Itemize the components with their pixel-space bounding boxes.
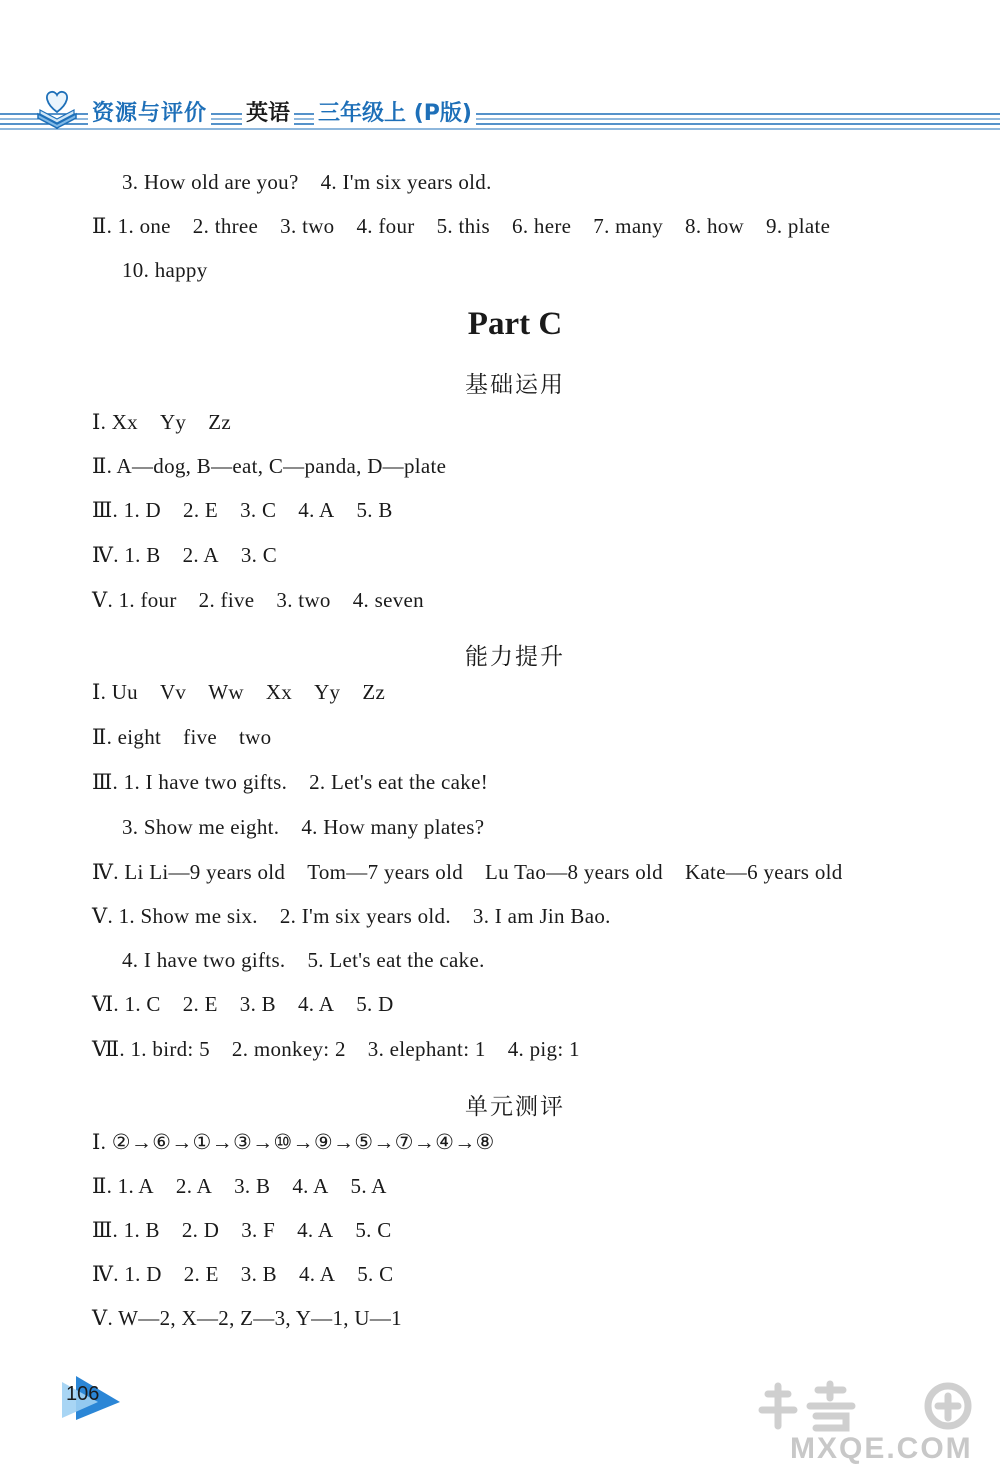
answer-item: Ⅰ. Xx (92, 410, 138, 434)
subject-title: 英语 (242, 96, 294, 127)
answer-item: Ⅲ. 1. B (92, 1218, 160, 1242)
answer-item: 4. A (299, 1262, 336, 1286)
answer-line (92, 1218, 414, 1243)
answer-line (92, 770, 510, 795)
answer-item: 4. A (292, 1174, 329, 1198)
answer-line (92, 860, 865, 885)
answer-item: 3. Show me eight. (122, 815, 280, 839)
answer-item: Ⅴ. 1. four (92, 588, 177, 612)
answer-line (92, 1037, 602, 1062)
answer-item: Ⅱ. 1. A (92, 1174, 154, 1198)
answer-item: two (239, 725, 272, 749)
answer-line (92, 992, 416, 1017)
answer-item: Ⅴ. W—2, X—2, Z—3, Y—1, U—1 (92, 1306, 402, 1330)
answer-item: Yy (159, 410, 187, 434)
answer-item: 2. E (182, 992, 218, 1016)
answer-item: Tom—7 years old (307, 860, 464, 884)
answer-item: 2. I'm six years old. (279, 904, 451, 928)
answer-line (92, 725, 293, 750)
answer-item: 8. how (685, 214, 745, 238)
part-title: Part C (467, 306, 563, 342)
answer-item: 5. B (356, 498, 393, 522)
answer-line (122, 815, 506, 840)
answer-item: Vv (159, 680, 187, 704)
answer-item: 2. D (181, 1218, 220, 1242)
answer-item: 4. pig: 1 (507, 1037, 580, 1061)
answer-item: 3. B (234, 1174, 271, 1198)
answer-item: Ⅱ. 1. one (92, 214, 171, 238)
answer-item: 3. C (240, 543, 278, 567)
answer-item: 5. A (350, 1174, 387, 1198)
answer-item: 4. A (297, 1218, 334, 1242)
answer-item: Ⅴ. 1. Show me six. (92, 904, 258, 928)
edition-label: (P版) (413, 101, 472, 126)
answer-item: 4. How many plates? (301, 815, 485, 839)
section-title: 基础运用 (465, 372, 565, 398)
answer-item: 3. I am Jin Bao. (472, 904, 611, 928)
answer-line (92, 410, 253, 435)
answer-item: 3. B (240, 1262, 277, 1286)
grade-label: 三年级上 (318, 101, 407, 126)
answer-item: Zz (362, 680, 386, 704)
answer-item: 5. this (436, 214, 491, 238)
answer-item: Lu Tao—8 years old (485, 860, 663, 884)
answer-item: 3. B (239, 992, 276, 1016)
answer-item: 2. A (175, 1174, 213, 1198)
answer-item: 4. I'm six years old. (320, 170, 492, 194)
answer-item: Ⅱ. eight (92, 725, 162, 749)
answer-item: Zz (208, 410, 231, 434)
answer-item: Ww (208, 680, 244, 704)
answer-line (92, 1174, 409, 1199)
answer-item: 3. two (280, 214, 335, 238)
answer-item: five (183, 725, 218, 749)
answer-line (92, 543, 299, 568)
book-heart-icon (32, 84, 82, 134)
answer-line (92, 1130, 517, 1155)
answer-item: Ⅵ. 1. C (92, 992, 161, 1016)
answer-line (122, 258, 230, 283)
answer-line (92, 904, 633, 929)
answer-item: 4. seven (352, 588, 424, 612)
answer-item: 3. two (276, 588, 331, 612)
answer-line (92, 1262, 415, 1287)
answer-line (122, 170, 514, 195)
answer-item: 2. five (198, 588, 255, 612)
answer-item: 4. A (297, 992, 335, 1016)
answer-line (92, 1306, 424, 1331)
answer-item: 5. Let's eat the cake. (307, 948, 485, 972)
answer-item: 3. elephant: 1 (367, 1037, 486, 1061)
answer-item: 2. Let's eat the cake! (309, 770, 489, 794)
answer-item: 2. A (182, 543, 219, 567)
page-number: 106 (66, 1383, 100, 1405)
answer-line (92, 454, 468, 479)
answer-item: 2. E (183, 498, 219, 522)
answer-item: Ⅳ. 1. D (92, 1262, 162, 1286)
section-title: 单元测评 (465, 1094, 565, 1120)
answer-item: 5. C (357, 1262, 394, 1286)
answer-item: 10. happy (122, 258, 208, 282)
answer-item: 2. E (183, 1262, 219, 1286)
answer-item: Xx (265, 680, 293, 704)
answer-item: Kate—6 years old (684, 860, 843, 884)
answer-item: Ⅲ. 1. D (92, 498, 162, 522)
answer-item: 4. I have two gifts. (122, 948, 286, 972)
answer-line (92, 214, 852, 239)
answer-item: Ⅱ. A—dog, B—eat, C—panda, D—plate (92, 454, 447, 478)
section-title: 能力提升 (465, 644, 565, 670)
answer-item: 6. here (512, 214, 572, 238)
answer-line (122, 948, 507, 973)
answer-item: 3. How old are you? (122, 170, 299, 194)
answer-line (92, 588, 446, 613)
answer-item: Ⅲ. 1. I have two gifts. (92, 770, 288, 794)
answer-item: Yy (314, 680, 341, 704)
answer-item: 5. C (355, 1218, 392, 1242)
answer-item: 5. D (356, 992, 394, 1016)
series-title: 资源与评价 (88, 96, 211, 127)
answer-item: 4. four (356, 214, 415, 238)
answer-item: Ⅰ. ②→⑥→①→③→⑩→⑨→⑤→⑦→④→⑧ (92, 1130, 495, 1154)
page-header (0, 78, 1000, 140)
answer-item: Ⅳ. 1. B (92, 543, 161, 567)
grade-title (314, 96, 476, 127)
answer-item: 2. three (192, 214, 259, 238)
answer-item: Ⅳ. Li Li—9 years old (92, 860, 286, 884)
watermark-text: MXQE.COM (790, 1432, 973, 1465)
answer-line (92, 498, 415, 523)
answer-item: 2. monkey: 2 (231, 1037, 346, 1061)
answer-item: 3. C (240, 498, 277, 522)
answer-item: 9. plate (766, 214, 831, 238)
answer-item: Ⅰ. Uu (92, 680, 138, 704)
answer-line (92, 680, 407, 705)
answer-item: Ⅶ. 1. bird: 5 (92, 1037, 210, 1061)
answer-item: 7. many (593, 214, 664, 238)
answer-item: 3. F (241, 1218, 276, 1242)
answer-item: 4. A (298, 498, 335, 522)
